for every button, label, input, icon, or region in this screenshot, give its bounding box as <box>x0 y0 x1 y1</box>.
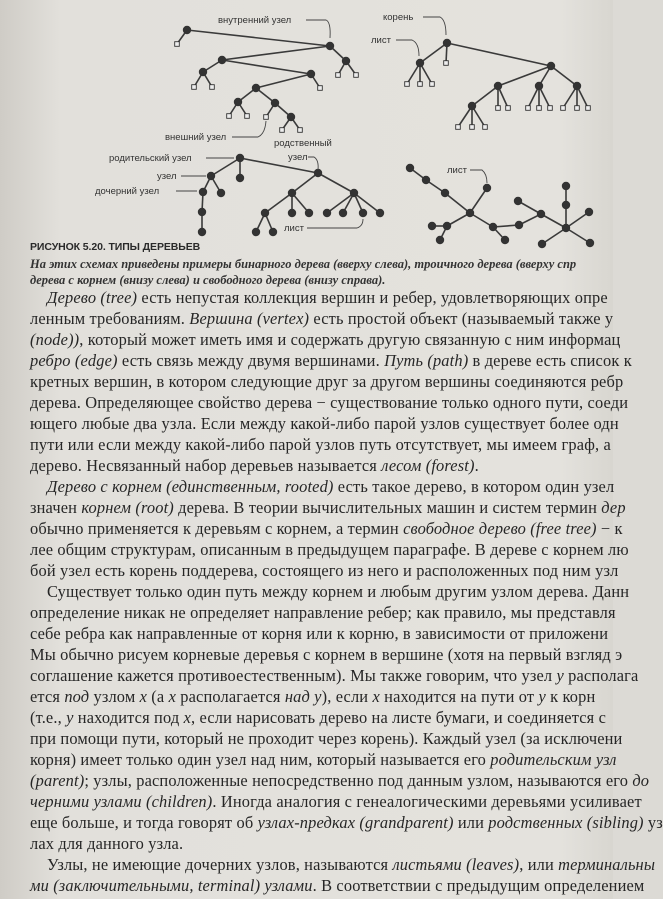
italic-term: ми (заключительными, terminal) узлами <box>30 876 313 895</box>
text-run: . <box>474 456 479 475</box>
label-external-node: внешний узел <box>165 132 227 143</box>
text-run: Узлы, не имеющие дочерних узлов, называются <box>47 855 393 874</box>
label-leaf-free: лист <box>447 165 467 176</box>
text-run: бой узел есть корень поддерева, состоящего из него и расположенных под ним узл <box>30 561 619 580</box>
tree-edge <box>187 30 330 46</box>
tree-node <box>326 42 334 50</box>
text-run: ; узлы, расположенные непосредственно под данным узлом, называются его <box>84 771 633 790</box>
text-line <box>30 309 613 329</box>
label-sibling-node: родственный <box>274 138 332 149</box>
tree-node <box>515 221 523 229</box>
text-line <box>30 708 606 728</box>
tree-node <box>339 209 347 217</box>
tree-edge <box>265 193 292 213</box>
text-run: Мы обычно рисуем корневые деревья с корнем в вершине (хотя на первый взгляд э <box>30 645 623 664</box>
text-run: (т.е., <box>30 708 67 727</box>
tree-node <box>585 208 593 216</box>
text-run: лее общим структурам, описанным в предыдущем параграфе. В дереве с корнем лю <box>30 540 629 559</box>
text-line <box>30 792 642 812</box>
text-line <box>30 393 628 413</box>
text-run: находится под <box>73 708 184 727</box>
tree-node <box>236 174 244 182</box>
tree-node <box>350 189 358 197</box>
italic-term: родственных (sibling) <box>488 813 644 832</box>
text-run: в дереве есть список к <box>468 351 632 370</box>
external-node <box>444 61 449 66</box>
tree-node <box>443 39 451 47</box>
tree-node <box>199 188 207 196</box>
text-line <box>30 519 623 539</box>
text-line <box>30 771 649 791</box>
text-run: есть простой объект (называемый также у <box>309 309 614 328</box>
text-line <box>47 288 608 308</box>
external-node <box>483 125 488 130</box>
tree-node <box>269 228 277 236</box>
external-node <box>470 125 475 130</box>
text-run: есть непустая коллекция вершин и ребер, удовлетворяющих опре <box>137 288 608 307</box>
tree-edge <box>470 188 487 213</box>
text-line <box>30 414 619 434</box>
italic-term: черними узлами (children) <box>30 792 213 811</box>
text-line <box>30 687 595 707</box>
external-node <box>575 106 580 111</box>
text-run: соглашение кажется противоестественным). Мы также говорим, что узел <box>30 666 557 685</box>
external-node <box>548 106 553 111</box>
tree-node <box>199 68 207 76</box>
tree-node <box>198 228 206 236</box>
figure-caption-line: дерева с корнем (внизу слева) и свободного дерева (внизу справа). <box>30 273 386 287</box>
label-parent-node: родительский узел <box>109 153 192 164</box>
label-leaf-rooted: лист <box>284 223 304 234</box>
external-node <box>537 106 542 111</box>
text-line <box>30 876 644 896</box>
tree-node <box>314 169 322 177</box>
tree-node <box>252 228 260 236</box>
tree-node <box>422 176 430 184</box>
tree-node <box>436 236 444 244</box>
italic-term: свободное дерево (free tree) <box>403 519 597 538</box>
tree-edge <box>445 193 470 213</box>
tree-edge <box>211 158 240 176</box>
tree-edge <box>222 60 311 74</box>
text-run: пути или если между какой-либо парой узлов путь отсутствует, мы имеем граф, а <box>30 435 611 454</box>
external-node <box>456 125 461 130</box>
text-line <box>30 813 663 833</box>
label-child-node: дочерний узел <box>95 186 160 197</box>
text-line <box>30 351 632 371</box>
italic-term: (node)) <box>30 330 80 349</box>
text-run: дерево. Несвязанный набор деревьев называется <box>30 456 382 475</box>
text-run: себе ребра как направленные от корня или к корню, в зависимости от приложени <box>30 624 609 643</box>
tree-edge <box>472 86 498 106</box>
text-run: значен <box>30 498 82 517</box>
text-line <box>30 666 638 686</box>
text-run: узлом <box>89 687 140 706</box>
tree-node <box>271 99 279 107</box>
tree-node <box>261 209 269 217</box>
external-node <box>586 106 591 111</box>
italic-term: Вершина (vertex) <box>189 309 310 328</box>
external-node <box>354 73 359 78</box>
text-run: располага <box>563 666 639 685</box>
tree-node <box>252 84 260 92</box>
external-node <box>280 128 285 133</box>
italic-term: x <box>168 687 176 706</box>
text-run: лах для данного узла. <box>30 834 184 853</box>
tree-node <box>342 57 350 65</box>
tree-node <box>537 210 545 218</box>
tree-node <box>288 209 296 217</box>
tree-node <box>207 172 215 180</box>
text-line <box>30 498 626 518</box>
tree-edge <box>541 214 566 228</box>
tree-node <box>198 208 206 216</box>
italic-term: x <box>139 687 148 706</box>
tree-node <box>562 182 570 190</box>
italic-term: y <box>538 687 546 706</box>
label-node: узел <box>157 171 177 182</box>
italic-term: лесом (forest) <box>381 456 475 475</box>
external-node <box>298 128 303 133</box>
text-run: Существует только один путь между корнем и любым другим узлом дерева. Данн <box>47 582 630 601</box>
text-line <box>30 372 623 392</box>
tree-node <box>494 82 502 90</box>
tree-node <box>234 98 242 106</box>
text-run: при помощи пути, который не проходит через корень). Каждый узел (за исключени <box>30 729 623 748</box>
tree-edge <box>542 228 566 244</box>
italic-term: родительским узл <box>490 750 617 769</box>
text-run: (а <box>147 687 169 706</box>
external-node <box>175 42 180 47</box>
text-line <box>30 645 622 665</box>
text-run: к корн <box>545 687 596 706</box>
external-node <box>336 73 341 78</box>
tree-edge <box>447 43 551 66</box>
tree-node <box>468 102 476 110</box>
text-run: кретных вершин, в котором следующие друг за другом вершины соединяются ребр <box>30 372 624 391</box>
tree-node <box>218 56 226 64</box>
text-run: определение никак не определяет направление ребер; как правило, мы представля <box>30 603 616 622</box>
tree-node <box>586 239 594 247</box>
tree-edge <box>222 46 330 60</box>
tree-edge <box>318 173 354 193</box>
external-node <box>264 115 269 120</box>
italic-term: ребро (edge) <box>30 351 118 370</box>
figure-caption-line: На этих схемах приведены примеры бинарного дерева (вверху слева), троичного дерева (вверху спр <box>30 257 577 271</box>
external-node <box>496 106 501 111</box>
text-run: располагается <box>176 687 285 706</box>
italic-term: x <box>372 687 380 706</box>
tree-node <box>428 222 436 230</box>
tree-node <box>307 70 315 78</box>
tree-node <box>547 62 555 70</box>
label-sibling-node-2: узел <box>288 152 308 163</box>
italic-term: терминальны <box>558 855 656 874</box>
text-run: , если нарисовать дерево на листе бумаги, и соединяется с <box>191 708 607 727</box>
tree-node <box>287 113 295 121</box>
text-run: ется <box>30 687 65 706</box>
external-node <box>405 82 410 87</box>
text-run: , который может иметь имя и содержать другую связанную с ним информац <box>79 330 621 349</box>
label-leaf-ternary: лист <box>371 35 391 46</box>
tree-node <box>489 223 497 231</box>
external-node <box>561 106 566 111</box>
tree-node <box>416 59 424 67</box>
italic-term: над y <box>284 687 322 706</box>
italic-term: (parent) <box>30 771 85 790</box>
label-root: корень <box>383 12 414 23</box>
italic-term: x <box>183 708 191 727</box>
tree-node <box>466 209 474 217</box>
text-line <box>30 624 608 644</box>
text-run: дерева. В теории вычислительных машин и систем термин <box>173 498 602 517</box>
external-node <box>192 85 197 90</box>
italic-term: под <box>64 687 90 706</box>
text-line <box>30 750 617 770</box>
tree-node <box>535 82 543 90</box>
external-node <box>227 114 232 119</box>
tree-node <box>183 26 191 34</box>
text-run: ленным требованиям. <box>30 309 190 328</box>
external-node <box>245 114 250 119</box>
tree-edge <box>498 66 551 86</box>
tree-node <box>288 189 296 197</box>
tree-node <box>562 201 570 209</box>
tree-edge <box>292 173 318 193</box>
text-run: есть такое дерево, в котором один узел <box>333 477 615 496</box>
text-line <box>47 582 629 602</box>
text-run: . В соответствии с предыдущим определением <box>312 876 645 895</box>
tree-edge <box>551 66 577 86</box>
tree-edge <box>566 228 590 243</box>
tree-node <box>305 209 313 217</box>
tree-node <box>501 236 509 244</box>
italic-term: y <box>66 708 74 727</box>
text-run: ющего любые два узла. Если между какой-либо парой узлов существует более одн <box>30 414 619 433</box>
tree-node <box>483 184 491 192</box>
italic-term: Путь (path) <box>384 351 469 370</box>
tree-node <box>443 222 451 230</box>
text-run: − к <box>596 519 623 538</box>
italic-term: листьями (leaves) <box>392 855 520 874</box>
text-run: корня) имеет только один узел над ним, который называется его <box>30 750 491 769</box>
text-line <box>30 834 183 854</box>
text-line <box>47 855 655 875</box>
text-line <box>30 603 616 623</box>
tree-node <box>236 154 244 162</box>
text-run: дерева. Определяющее свойство дерева − существование только одного пути, соеди <box>30 393 629 412</box>
italic-term: корнем (root) <box>81 498 174 517</box>
tree-node <box>359 209 367 217</box>
tree-edge <box>566 212 589 228</box>
italic-term: до <box>632 771 650 790</box>
tree-node <box>441 189 449 197</box>
text-line <box>30 729 622 749</box>
tree-node <box>514 197 522 205</box>
italic-term: Дерево с корнем (единственным, rooted) <box>47 477 334 496</box>
label-internal-node: внутренний узел <box>218 15 292 26</box>
tree-node <box>217 189 225 197</box>
tree-types-figure <box>0 0 613 240</box>
external-node <box>318 86 323 91</box>
italic-term: дер <box>601 498 626 517</box>
text-line <box>30 456 479 476</box>
text-run: уз <box>643 813 663 832</box>
text-run: ), если <box>321 687 373 706</box>
tree-edge <box>420 43 447 63</box>
external-node <box>418 82 423 87</box>
external-node <box>506 106 511 111</box>
tree-node <box>562 224 570 232</box>
text-run: есть связь между двумя вершинами. <box>117 351 385 370</box>
external-node <box>210 85 215 90</box>
text-run: находится на пути от <box>379 687 539 706</box>
italic-term: Дерево (tree) <box>47 288 138 307</box>
text-run: . Иногда аналогия с генеалогическими деревьями усиливает <box>212 792 642 811</box>
external-node <box>430 82 435 87</box>
text-line <box>30 435 611 455</box>
text-run: еще больше, и тогда говорят об <box>30 813 258 832</box>
italic-term: y <box>556 666 564 685</box>
text-run: обычно применяется к деревьям с корнем, а термин <box>30 519 404 538</box>
tree-edge <box>256 74 311 88</box>
text-line <box>47 477 614 497</box>
text-line <box>30 561 618 581</box>
text-line <box>30 330 620 350</box>
text-run: , или <box>519 855 559 874</box>
tree-node <box>323 209 331 217</box>
tree-node <box>376 209 384 217</box>
tree-node <box>573 82 581 90</box>
text-run: или <box>453 813 489 832</box>
figure-caption-title: РИСУНОК 5.20. ТИПЫ ДЕРЕВЬЕВ <box>30 241 201 253</box>
tree-node <box>406 164 414 172</box>
italic-term: узлах-предках (grandparent) <box>257 813 454 832</box>
tree-node <box>538 240 546 248</box>
external-node <box>526 106 531 111</box>
text-line <box>30 540 629 560</box>
